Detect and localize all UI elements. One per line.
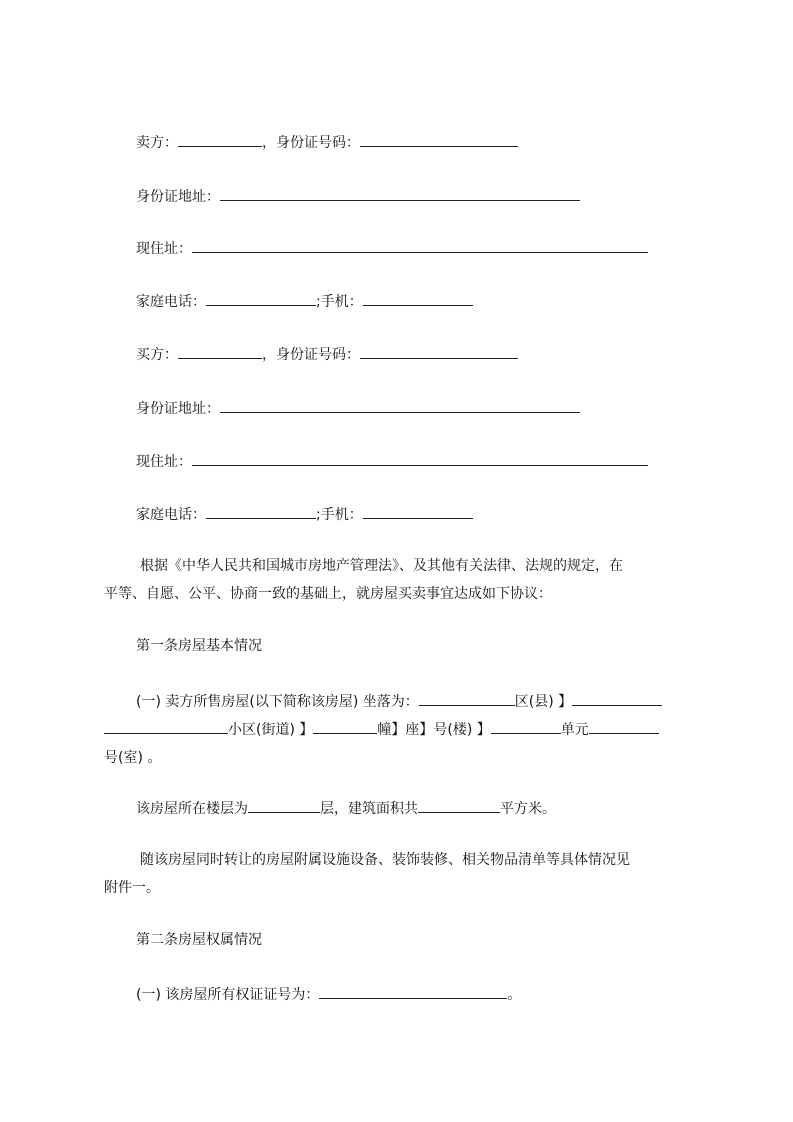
floor-suffix: 平方米。	[500, 801, 556, 817]
item1-unit-label: 单元	[560, 722, 589, 738]
item1-building-label: 幢】座】号(楼) 】	[377, 722, 491, 738]
buyer-name-blank[interactable]	[178, 344, 262, 359]
buyer-phone-row	[136, 504, 473, 525]
area-blank[interactable]	[418, 798, 500, 813]
buyer-id-address-row	[136, 398, 580, 419]
preamble-line-2: 平等、自愿、公平、协商一致的基础上，就房屋买卖事宜达成如下协议：	[104, 586, 552, 602]
unit-blank[interactable]	[491, 719, 561, 734]
building-blank[interactable]	[313, 719, 377, 734]
seller-current-address-blank[interactable]	[192, 238, 648, 253]
seller-id-address-label: 身份证地址：	[136, 189, 220, 205]
seller-phone-row	[136, 291, 473, 312]
seller-id-blank[interactable]	[360, 132, 518, 147]
seller-name-label: 卖方：	[136, 135, 178, 151]
preamble-line-1: 根据《中华人民共和国城市房地产管理法》、及其他有关法律、法规的规定，在	[140, 558, 623, 574]
buyer-id-address-blank[interactable]	[220, 398, 580, 413]
buyer-id-label: ，身份证号码：	[262, 347, 360, 363]
article1-item1-line-2	[104, 716, 700, 744]
item1-community-label: 小区(街道) 】	[228, 722, 314, 738]
attachment-paragraph	[104, 846, 700, 902]
certificate-number-blank[interactable]	[319, 984, 507, 999]
attachment-line-1: 随该房屋同时转让的房屋附属设施设备、装饰装修、相关物品清单等具体情况见	[140, 852, 630, 868]
floor-mid: 层，建筑面积共	[320, 801, 418, 817]
seller-current-address-row	[136, 238, 648, 259]
seller-name-row	[136, 132, 518, 153]
article2-item1-suffix: 。	[507, 987, 522, 1003]
buyer-phone-label: 家庭电话：	[136, 507, 206, 523]
buyer-current-address-row	[136, 451, 648, 472]
community-blank-b[interactable]	[104, 719, 228, 734]
item1-prefix: (一) 卖方所售房屋(以下简称该房屋) 坐落为：	[136, 694, 419, 710]
buyer-id-address-label: 身份证地址：	[136, 401, 220, 417]
floor-area-row	[136, 798, 556, 819]
preamble-paragraph	[104, 552, 700, 608]
article2-title: 第二条房屋权属情况	[136, 932, 262, 948]
buyer-current-address-label: 现住址：	[136, 454, 192, 470]
article1-item1-line-3: 号(室) 。	[104, 750, 162, 766]
floor-blank[interactable]	[248, 798, 320, 813]
district-blank[interactable]	[419, 691, 515, 706]
seller-current-address-label: 现住址：	[136, 241, 192, 257]
article1-item1-paragraph	[104, 688, 700, 772]
seller-mobile-blank[interactable]	[363, 291, 473, 306]
seller-phone-blank[interactable]	[206, 291, 316, 306]
seller-id-address-row	[136, 186, 580, 207]
buyer-current-address-blank[interactable]	[192, 451, 648, 466]
room-blank[interactable]	[589, 719, 659, 734]
floor-prefix: 该房屋所在楼层为	[136, 801, 248, 817]
seller-name-blank[interactable]	[178, 132, 262, 147]
buyer-mobile-blank[interactable]	[363, 504, 473, 519]
article1-item1-line-1	[104, 688, 700, 716]
seller-id-address-blank[interactable]	[220, 186, 580, 201]
buyer-name-row	[136, 344, 518, 365]
seller-phone-label: 家庭电话：	[136, 294, 206, 310]
seller-mobile-label: ;手机：	[316, 294, 363, 310]
attachment-line-2: 附件一。	[104, 880, 160, 896]
buyer-phone-blank[interactable]	[206, 504, 316, 519]
article2-item1-prefix: (一) 该房屋所有权证证号为：	[136, 987, 320, 1003]
buyer-mobile-label: ;手机：	[316, 507, 363, 523]
seller-id-label: ，身份证号码：	[262, 135, 360, 151]
article1-title: 第一条房屋基本情况	[136, 638, 262, 654]
item1-district-label: 区(县) 】	[514, 694, 573, 710]
community-blank-a[interactable]	[572, 691, 662, 706]
buyer-name-label: 买方：	[136, 347, 178, 363]
article2-item1-row	[136, 984, 521, 1005]
buyer-id-blank[interactable]	[360, 344, 518, 359]
